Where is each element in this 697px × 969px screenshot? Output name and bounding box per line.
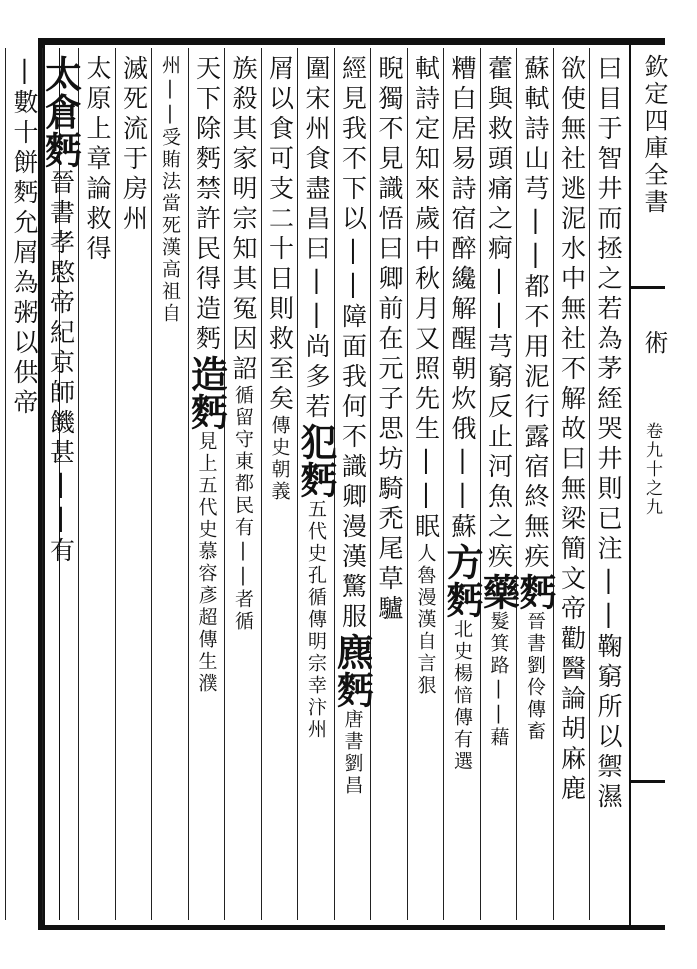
text-column	[6, 55, 42, 915]
text-segment: 太原上章論救得	[83, 55, 112, 265]
text-column	[371, 55, 407, 915]
text-segment: 見上五代史慕容彥超傳生濮	[195, 431, 218, 695]
volume-number: 卷九十之九	[642, 422, 662, 517]
text-column	[79, 55, 115, 915]
text-column	[116, 55, 152, 915]
entry-heading: 方麫	[440, 543, 484, 619]
text-segment: 北史楊愔傳有選	[451, 619, 473, 773]
text-segment: |數十餅麫允屑為粥以供帝	[10, 55, 39, 419]
text-column	[294, 55, 338, 915]
text-segment: 圍宋州食盡昌曰||尚多若	[302, 55, 331, 423]
text-column	[184, 55, 229, 915]
text-segment: 屑以食可支二十日則救至矣	[265, 55, 295, 415]
text-segment: 蘇軾詩山芎||都不用泥行露宿終無疾	[521, 55, 550, 573]
fold-mark-upper	[631, 286, 665, 289]
text-segment: 曰目于智井而拯之若為茅絰哭井則已注||鞠窮所以禦濕	[594, 55, 623, 813]
text-segment: 滅死流于房州	[119, 55, 149, 235]
text-column	[554, 55, 590, 915]
text-column	[440, 55, 484, 915]
collection-title: 欽定四庫全書	[640, 54, 668, 216]
text-segment: 經見我不下以||障面我何不識卿漫漢驚服	[338, 55, 368, 633]
text-segment: 州||受賄法當死漢高祖自	[159, 55, 181, 325]
text-column	[152, 55, 188, 915]
section-mark: 術	[640, 330, 668, 357]
entry-heading: 太倉麫	[38, 55, 83, 169]
text-segment: 藿與救頭痛之痾||芎窮反止河魚之疾	[484, 55, 514, 573]
text-segment: 人魯漫漢自言狠	[414, 543, 437, 697]
text-column	[38, 55, 83, 915]
text-column	[225, 55, 261, 915]
text-segment: 髮箕路||藉	[487, 611, 510, 749]
text-column	[513, 55, 557, 915]
entry-heading: 麫	[513, 573, 557, 611]
text-segment: 唐書劉昌	[341, 709, 364, 797]
fold-mark-lower	[631, 780, 665, 783]
frame-top-border	[45, 38, 665, 45]
text-column	[590, 55, 626, 915]
page-edge-line	[629, 45, 631, 925]
text-segment: 欲使無社逃泥水中無社不解故曰無梁簡文帝勸醫論胡麻鹿	[557, 55, 587, 805]
text-segment: 族殺其家明宗知其冤因詔	[229, 55, 258, 385]
text-segment: 睨獨不見識悟曰卿前在元子思坊騎禿尾草驢	[375, 55, 404, 625]
text-segment: 循留守東都民有||者循	[232, 385, 254, 633]
text-segment: 天下除麫禁許民得造麫	[192, 55, 222, 355]
text-column	[408, 55, 444, 915]
text-segment: 軾詩定知來歲中秋月又照先生||眠	[411, 55, 441, 543]
text-column	[476, 55, 521, 915]
entry-heading: 藥	[476, 573, 521, 611]
entry-heading: 麃麫	[330, 633, 375, 709]
text-column	[330, 55, 375, 915]
frame-bottom-border	[45, 925, 665, 930]
entry-heading: 犯麫	[294, 423, 338, 499]
text-segment: 晉書孝愍帝紀京師饑甚||有	[46, 169, 76, 567]
entry-heading: 造麫	[184, 355, 229, 431]
text-segment: 糟白居易詩宿醉纔解醒朝炊俄||蘇	[448, 55, 477, 543]
text-segment: 晉書劉伶傳畜	[524, 611, 546, 743]
text-segment: 五代史孔循傳明宗幸汴州	[305, 499, 327, 741]
text-column	[262, 55, 298, 915]
text-segment: 傳史朝義	[268, 415, 291, 503]
